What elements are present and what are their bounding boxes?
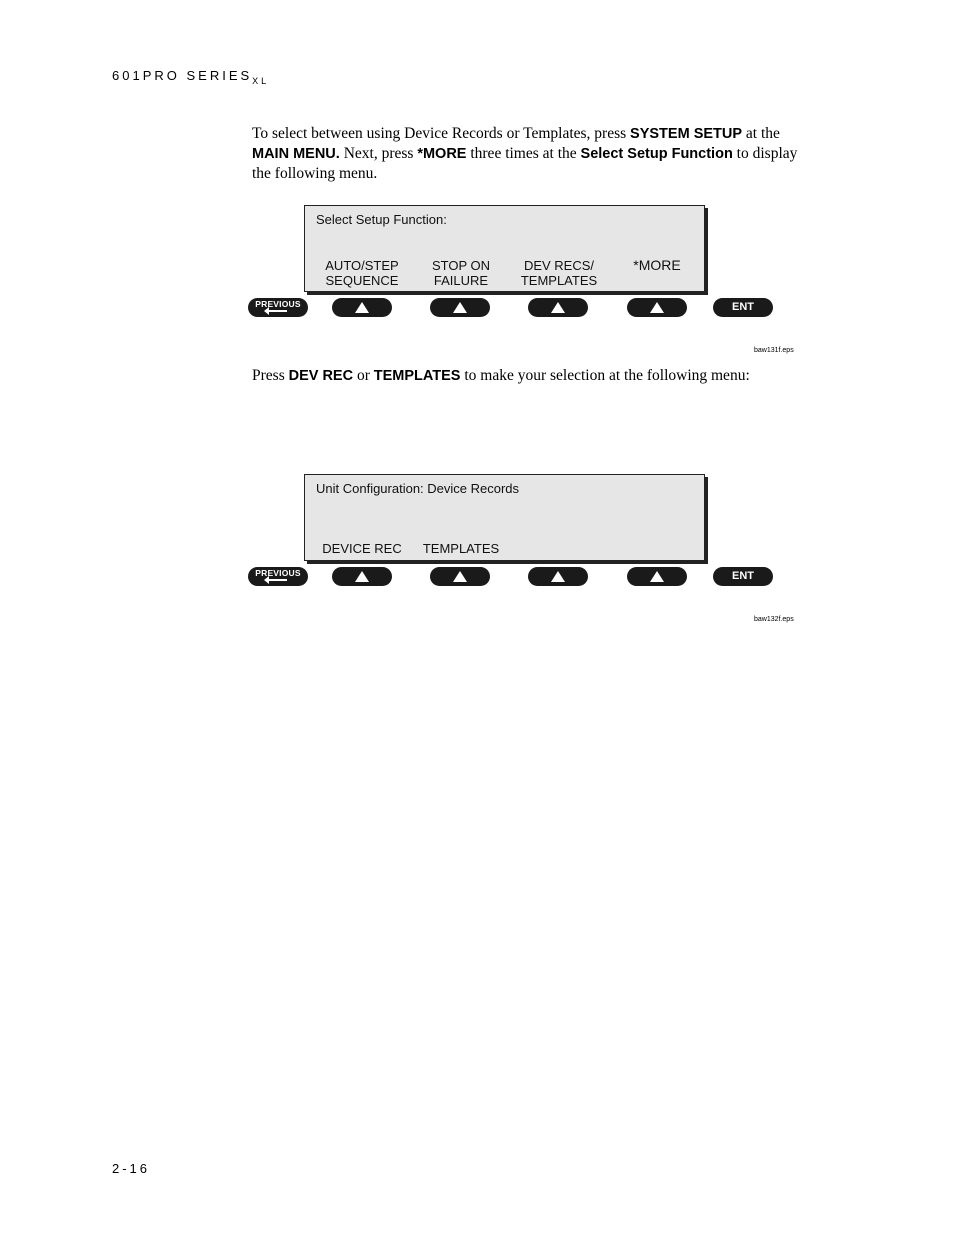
text-run: Next, press [339,145,418,162]
bold-key-system-setup: SYSTEM SETUP [630,126,743,142]
text-run: to display the following menu. [252,145,798,182]
figure-caption-2: baw132f.eps [754,616,794,623]
header-suffix: XL [252,76,270,86]
screen-title: Select Setup Function: [316,212,447,227]
up-triangle-icon [453,571,467,582]
bold-key-dev-rec: DEV REC [288,368,354,384]
up-triangle-icon [355,571,369,582]
running-header [112,68,269,86]
figure-caption-1: baw131f.eps [754,347,794,354]
up-triangle-icon [355,302,369,313]
left-arrow-icon [267,579,287,581]
left-arrow-icon [267,310,287,312]
softkey-4-button[interactable] [627,298,687,317]
softkey-label-dev-recs-templates: DEV RECS/ TEMPLATES [520,258,598,288]
up-triangle-icon [650,571,664,582]
previous-button[interactable]: PREVIOUS [248,298,308,317]
bold-key-select-setup-function: Select Setup Function [580,146,733,162]
enter-button[interactable]: ENT [713,567,773,586]
softkey-3-button[interactable] [528,298,588,317]
softkey-label-templates: TEMPLATES [422,541,500,556]
text-run: or [353,367,374,384]
up-triangle-icon [650,302,664,313]
softkey-1-button[interactable] [332,298,392,317]
softkey-2-button[interactable] [430,298,490,317]
instruction-paragraph-2 [252,366,812,386]
softkey-label-device-rec: DEVICE REC [322,541,402,556]
text-run: to make your selection at the following menu: [460,367,750,384]
previous-button[interactable]: PREVIOUS [248,567,308,586]
softkey-2-button[interactable] [430,567,490,586]
lcd-screen-unit-configuration [304,474,705,561]
softkey-label-more: *MORE [633,257,681,273]
softkey-label-stop-on-failure: STOP ON FAILURE [431,258,491,288]
up-triangle-icon [551,302,565,313]
up-triangle-icon [551,571,565,582]
up-triangle-icon [453,302,467,313]
softkey-3-button[interactable] [528,567,588,586]
enter-button[interactable]: ENT [713,298,773,317]
text-run: three times at the [466,145,581,162]
instruction-paragraph-1 [252,124,812,184]
bold-key-more: *MORE [417,146,467,162]
keypad-row-1 [0,298,954,318]
softkey-1-button[interactable] [332,567,392,586]
text-run: at the [742,125,780,142]
lcd-screen-select-setup [304,205,705,292]
softkey-label-auto-step: AUTO/STEP SEQUENCE [325,258,399,288]
softkey-4-button[interactable] [627,567,687,586]
bold-key-main-menu: MAIN MENU. [252,146,340,162]
keypad-row-2 [0,567,954,587]
text-run: Press [252,367,289,384]
text-run: To select between using Device Records or Templates, press [252,125,631,142]
screen-title: Unit Configuration: Device Records [316,481,520,496]
page-number: 2-16 [112,1161,151,1176]
bold-key-templates: TEMPLATES [373,368,461,384]
header-title: 601PRO SERIES [112,68,253,83]
